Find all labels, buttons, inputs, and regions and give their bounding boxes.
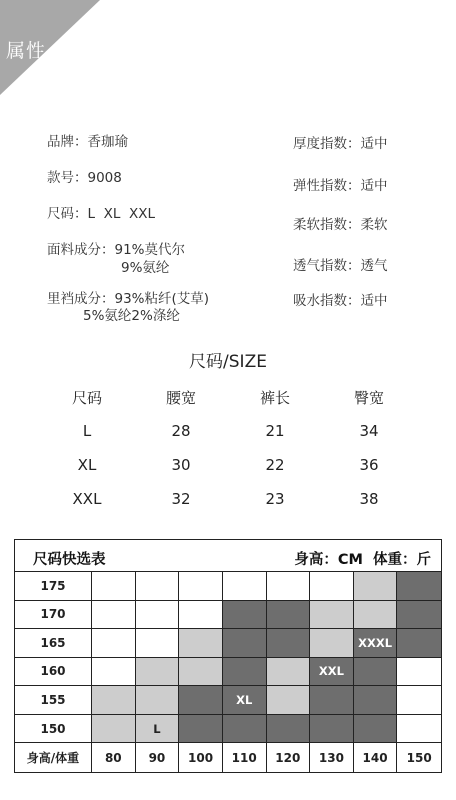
size-cell: 38	[359, 490, 379, 508]
size-grid-cell	[397, 601, 441, 630]
size-grid-cell	[92, 601, 136, 630]
attr-value: 香珈瑜	[87, 134, 128, 150]
size-grid-label: L	[153, 721, 161, 736]
attr-value: 适中	[360, 136, 388, 152]
size-grid-cell	[310, 572, 354, 601]
size-grid-cell	[310, 629, 354, 658]
size-grid-cell	[354, 629, 398, 658]
size-grid-cell	[136, 658, 180, 687]
weight-label: 140	[354, 743, 398, 772]
size-cell: 23	[265, 490, 285, 508]
size-grid-label: XXXL	[358, 635, 393, 650]
weight-label: 120	[267, 743, 311, 772]
size-cell: 30	[171, 456, 191, 474]
attr-value: 91%莫代尔	[114, 242, 186, 258]
size-selector-units: 身高：CM 体重：斤	[294, 552, 431, 568]
size-grid-cell	[267, 658, 311, 687]
attr-label: 款号：	[47, 170, 88, 186]
attr-sizes	[47, 202, 155, 222]
size-grid-cell	[136, 572, 180, 601]
attr-label: 厚度指数：	[293, 136, 361, 152]
size-cell: L	[82, 422, 92, 440]
size-selector-chart	[14, 539, 442, 773]
weight-label: 90	[136, 743, 180, 772]
size-selector-title: 尺码快选表	[33, 552, 106, 568]
size-grid-cell	[310, 686, 354, 715]
size-grid-cell	[92, 686, 136, 715]
attr-label: 透气指数：	[293, 258, 361, 274]
size-grid-cell	[223, 629, 267, 658]
height-label: 175	[15, 572, 92, 601]
size-cell: XL	[77, 456, 97, 474]
height-label: 155	[15, 686, 92, 715]
size-cell: 21	[265, 422, 285, 440]
size-cell: 36	[359, 456, 379, 474]
size-grid-cell	[354, 572, 398, 601]
size-cell: 28	[171, 422, 191, 440]
attr-label: 吸水指数：	[293, 293, 361, 309]
size-table-row	[40, 414, 416, 448]
height-label: 150	[15, 715, 92, 744]
size-grid-cell	[92, 572, 136, 601]
size-grid-cell	[397, 658, 441, 687]
attr-value: L XL XXL	[87, 206, 155, 222]
attr-style-number	[47, 166, 122, 186]
size-grid-cell	[354, 658, 398, 687]
weight-label: 100	[179, 743, 223, 772]
attr-fabric	[47, 238, 185, 258]
attr-breathability	[293, 254, 388, 274]
size-grid-cell	[136, 629, 180, 658]
size-grid-cell	[92, 715, 136, 744]
height-label: 165	[15, 629, 92, 658]
attr-thickness	[293, 132, 388, 152]
size-grid-cell	[397, 629, 441, 658]
size-grid-cell	[92, 629, 136, 658]
size-grid-label: XL	[236, 693, 253, 708]
attr-value: 适中	[360, 178, 388, 194]
attr-fabric-line2: 9%氨纶	[121, 260, 170, 276]
size-grid-cell	[267, 572, 311, 601]
attr-label: 品牌：	[47, 134, 88, 150]
size-header-cell: 腰宽	[165, 388, 196, 407]
attr-value: 适中	[360, 293, 388, 309]
size-grid-cell	[354, 686, 398, 715]
height-label: 160	[15, 658, 92, 687]
section-corner-label: 属性	[6, 40, 47, 62]
size-grid-cell	[179, 715, 223, 744]
size-grid-cell	[179, 629, 223, 658]
weight-label: 110	[223, 743, 267, 772]
size-grid-cell	[223, 715, 267, 744]
weight-label: 130	[310, 743, 354, 772]
size-table-row	[40, 448, 416, 482]
size-selector-grid	[15, 572, 441, 772]
size-grid-cell	[92, 658, 136, 687]
attr-elasticity	[293, 174, 388, 194]
size-selector-header	[15, 540, 441, 572]
attr-crotch-lining-line2: 5%氨纶2%涤纶	[83, 308, 180, 324]
size-grid-cell	[223, 572, 267, 601]
size-table	[40, 380, 416, 516]
attr-value: 93%粘纤(艾草)	[114, 291, 210, 307]
size-header-cell: 裤长	[259, 388, 290, 407]
size-grid-cell	[310, 601, 354, 630]
size-grid-label: XXL	[318, 664, 344, 679]
size-grid-cell	[223, 658, 267, 687]
size-table-row	[40, 482, 416, 516]
weight-label: 80	[92, 743, 136, 772]
attr-label: 弹性指数：	[293, 178, 361, 194]
size-grid-cell	[267, 715, 311, 744]
size-table-header	[40, 380, 416, 414]
size-grid-cell	[397, 686, 441, 715]
size-grid-cell	[267, 686, 311, 715]
size-grid-cell	[179, 686, 223, 715]
size-grid-cell	[310, 715, 354, 744]
attr-softness	[293, 213, 388, 233]
size-header-cell: 臀宽	[353, 388, 384, 407]
attr-absorbency	[293, 289, 388, 309]
size-grid-cell	[136, 601, 180, 630]
size-grid-cell	[179, 658, 223, 687]
size-cell: XXL	[72, 490, 102, 508]
size-grid-cell	[136, 715, 180, 744]
size-grid-cell	[179, 601, 223, 630]
size-grid-cell	[267, 601, 311, 630]
attr-brand	[47, 130, 128, 150]
height-weight-corner-label: 身高/体重	[15, 743, 92, 772]
weight-label: 150	[397, 743, 441, 772]
size-grid-cell	[223, 601, 267, 630]
size-grid-cell	[397, 715, 441, 744]
attr-label: 面料成分：	[47, 242, 115, 258]
size-grid-cell	[310, 658, 354, 687]
attr-value: 柔软	[360, 217, 388, 233]
attr-label: 尺码：	[47, 206, 88, 222]
size-cell: 34	[359, 422, 379, 440]
size-grid-cell	[354, 601, 398, 630]
size-section-title: 尺码/SIZE	[189, 352, 267, 372]
attr-label: 柔软指数：	[293, 217, 361, 233]
size-grid-cell	[397, 572, 441, 601]
size-grid-cell	[223, 686, 267, 715]
size-header-cell: 尺码	[71, 388, 102, 407]
size-grid-cell	[136, 686, 180, 715]
size-grid-cell	[267, 629, 311, 658]
attr-label: 里裆成分：	[47, 291, 115, 307]
size-grid-cell	[179, 572, 223, 601]
size-cell: 32	[171, 490, 191, 508]
attr-value: 9008	[87, 170, 122, 186]
size-cell: 22	[265, 456, 285, 474]
attr-value: 透气	[360, 258, 388, 274]
height-label: 170	[15, 601, 92, 630]
size-grid-cell	[354, 715, 398, 744]
